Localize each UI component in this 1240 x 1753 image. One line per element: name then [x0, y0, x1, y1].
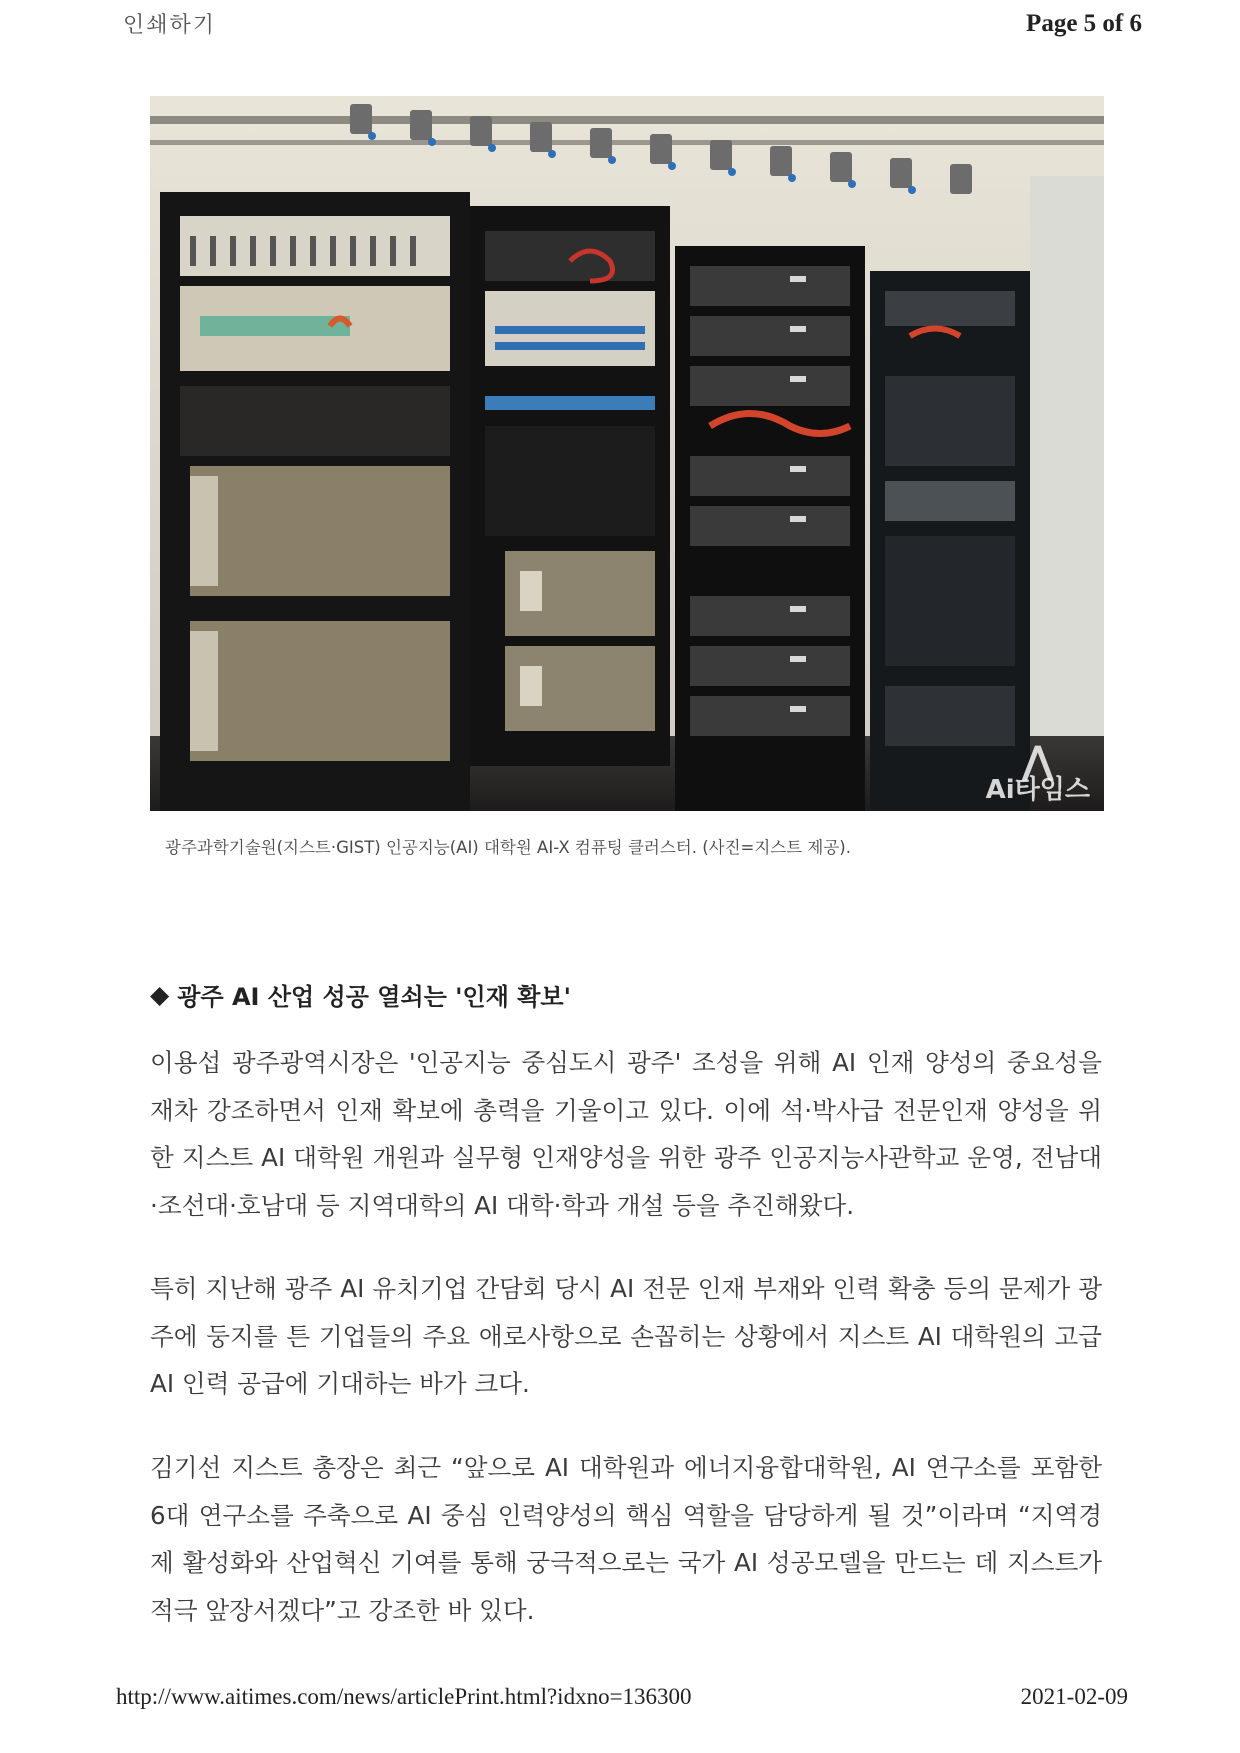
- photo-caption: 광주과학기술원(지스트·GIST) 인공지능(AI) 대학원 AI-X 컴퓨팅 클러스터. (사진=지스트 제공).: [165, 838, 851, 857]
- article-paragraph: 이용섭 광주광역시장은 '인공지능 중심도시 광주' 조성을 위해 AI 인재 양성의 중요성을 재차 강조하면서 인재 확보에 총력을 기울이고 있다. 이에 석·박사급 전문인재 양성을 위한 지스트 AI 대학원 개원과 실무형 인재양성을 위한 광주 인공지능사관학교 운영, 전남대·조선대·호남대 등 지역대학의 AI 대학·학과 개설 등을 추진해왔다.: [150, 1048, 1102, 1220]
- aitimes-logo-icon: ⋀: [1021, 738, 1054, 782]
- article-paragraph: 특히 지난해 광주 AI 유치기업 간담회 당시 AI 전문 인재 부재와 인력 확충 등의 문제가 광주에 둥지를 튼 기업들의 주요 애로사항으로 손꼽히는 상황에서 지스트 AI 대학원의 고급 AI 인력 공급에 기대하는 바가 크다.: [150, 1274, 1102, 1398]
- article-paragraph: 김기선 지스트 총장은 최근 “앞으로 AI 대학원과 에너지융합대학원, AI 연구소를 포함한 6대 연구소를 주축으로 AI 중심 인력양성의 핵심 역할을 담당하게 될 것”이라며 “지역경제 활성화와 산업혁신 기여를 통해 궁극적으로는 국가 AI 성공모델을 만드는 데 지스트가 적극 앞장서겠다”고 강조한 바 있다.: [150, 1453, 1102, 1625]
- section-heading: [150, 977, 571, 1012]
- server-rack-photo: [150, 96, 1104, 811]
- footer-url: http://www.aitimes.com/news/articlePrint.html?idxno=136300: [116, 1684, 692, 1709]
- aitimes-watermark-logo: [985, 738, 1090, 805]
- footer-date: 2021-02-09: [1020, 1684, 1128, 1709]
- watermark-text: Ai타임스: [985, 775, 1090, 805]
- print-link[interactable]: 인쇄하기: [123, 13, 217, 38]
- section-heading-text: 광주 AI 산업 성공 열쇠는 '인재 확보': [177, 983, 571, 1011]
- page-indicator: Page 5 of 6: [1026, 10, 1142, 37]
- diamond-bullet-icon: ◆: [150, 980, 170, 1009]
